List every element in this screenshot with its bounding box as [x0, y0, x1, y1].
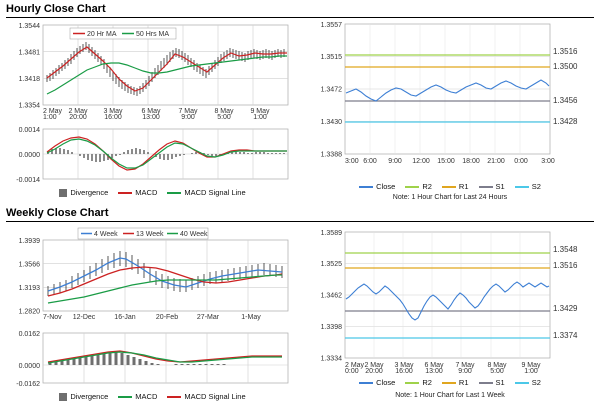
r2-swatch: [405, 186, 419, 188]
macd-swatch-weekly: [118, 396, 132, 398]
svg-text:7-Nov: 7-Nov: [43, 314, 62, 321]
s1-swatch-weekly: [479, 382, 493, 384]
svg-text:15:00: 15:00: [437, 158, 455, 165]
weekly-legend-40w: 40 Week: [180, 231, 208, 238]
legend-s2: [515, 182, 541, 191]
svg-text:20-Feb: 20-Feb: [155, 314, 179, 321]
svg-text:3:00: 3:00: [345, 158, 359, 165]
r1-swatch: [442, 186, 456, 188]
legend-label-divergence-weekly: Divergence: [70, 392, 109, 401]
svg-text:1-May: 1-May: [241, 314, 261, 321]
s2-swatch-weekly: [515, 382, 529, 384]
legend-r2: [405, 182, 432, 191]
svg-text:8 May: 8 May: [214, 108, 234, 115]
legend-label-close-weekly: Close: [376, 378, 396, 387]
legend-label-r1: R1: [458, 182, 469, 191]
legend-s2-weekly: [515, 378, 541, 387]
legend-label-macd: MACD: [135, 188, 158, 197]
svg-text:2 May: 2 May: [68, 108, 88, 115]
svg-text:16-Jan: 16-Jan: [114, 314, 136, 321]
svg-text:0:00: 0:00: [345, 368, 359, 375]
hourly-price-chart: [10, 20, 295, 120]
weekly-r2-level-label: 1.3548: [553, 245, 578, 254]
s1-swatch: [479, 186, 493, 188]
weekly-price-chart: [10, 226, 295, 326]
hourly-pivot-legend: [305, 182, 595, 191]
weekly-divider: [6, 221, 594, 222]
svg-text:7 May: 7 May: [455, 362, 475, 369]
divergence-swatch-weekly: [59, 393, 67, 401]
r1-level-label: 1.3500: [553, 62, 578, 71]
signal-swatch-weekly: [167, 396, 181, 398]
svg-text:13:00: 13:00: [425, 368, 443, 375]
svg-text:1.3589: 1.3589: [320, 230, 342, 237]
svg-text:20:00: 20:00: [365, 368, 383, 375]
svg-text:1:00: 1:00: [253, 114, 267, 120]
hourly-section-title: Hourly Close Chart: [6, 3, 106, 15]
svg-text:-0.0162: -0.0162: [16, 381, 40, 388]
legend-label-s1-weekly: S1: [495, 378, 505, 387]
svg-text:16:00: 16:00: [395, 368, 413, 375]
legend-s1-weekly: [479, 378, 505, 387]
weekly-note: Note: 1 Hour Chart for Last 1 Week: [395, 392, 505, 399]
weekly-s2-level-label: 1.3374: [553, 331, 578, 340]
svg-text:1.3566: 1.3566: [18, 261, 40, 269]
svg-text:6 May: 6 May: [424, 362, 444, 369]
r2-swatch-weekly: [405, 382, 419, 384]
svg-text:20:00: 20:00: [69, 114, 87, 120]
svg-text:9 May: 9 May: [250, 108, 270, 115]
svg-text:1.3462: 1.3462: [320, 292, 342, 300]
hourly-pivot-chart: [305, 18, 595, 188]
svg-text:16:00: 16:00: [104, 114, 122, 120]
svg-text:3 May: 3 May: [103, 108, 123, 115]
weekly-section-header: [6, 207, 594, 222]
weekly-macd-chart: [10, 328, 295, 390]
legend-label-close: Close: [376, 182, 396, 191]
svg-text:5:00: 5:00: [217, 114, 231, 120]
legend-r2-weekly: [405, 378, 432, 387]
r1-swatch-weekly: [442, 382, 456, 384]
hourly-note: Note: 1 Hour Chart for Last 24 Hours: [392, 194, 508, 201]
svg-text:1.3354: 1.3354: [18, 102, 40, 110]
svg-text:1.3398: 1.3398: [320, 324, 342, 331]
svg-text:6:00: 6:00: [363, 158, 377, 165]
legend-label-s2-weekly: S2: [531, 378, 541, 387]
weekly-legend-13w: 13 Week: [136, 231, 164, 238]
hourly-macd-chart: [10, 124, 295, 186]
svg-text:2 May: 2 May: [364, 362, 384, 369]
svg-text:5:00: 5:00: [490, 368, 504, 375]
legend-signal-weekly: [167, 392, 245, 401]
svg-text:18:00: 18:00: [462, 158, 480, 165]
svg-text:1.3515: 1.3515: [320, 54, 342, 61]
svg-text:7 May: 7 May: [178, 108, 198, 115]
svg-text:3:00: 3:00: [541, 158, 555, 165]
svg-text:1.2820: 1.2820: [18, 308, 40, 316]
legend-label-r2: R2: [422, 182, 432, 191]
svg-text:-0.0014: -0.0014: [16, 177, 40, 184]
svg-text:1.3557: 1.3557: [320, 22, 342, 29]
close-swatch: [359, 186, 373, 188]
legend-divergence-weekly: [59, 392, 108, 401]
s2-swatch: [515, 186, 529, 188]
svg-text:9 May: 9 May: [521, 362, 541, 369]
weekly-section-title: Weekly Close Chart: [6, 207, 109, 219]
weekly-r1-level-label: 1.3516: [553, 261, 578, 270]
svg-text:1.3430: 1.3430: [320, 119, 342, 126]
svg-text:1.3193: 1.3193: [18, 285, 40, 292]
svg-text:1.3544: 1.3544: [18, 23, 40, 30]
svg-text:1:00: 1:00: [524, 368, 538, 375]
legend-label-s2: S2: [531, 182, 541, 191]
weekly-pivot-chart: [305, 226, 595, 391]
legend-macd: [118, 188, 157, 197]
svg-text:8 May: 8 May: [487, 362, 507, 369]
weekly-price-legend: [78, 228, 208, 239]
svg-text:1.3481: 1.3481: [18, 49, 40, 57]
legend-label-s1: S1: [495, 182, 505, 191]
s1-level-label: 1.3456: [553, 96, 578, 105]
weekly-legend-4w: 4 Week: [94, 231, 118, 238]
svg-text:27-Mar: 27-Mar: [196, 314, 220, 321]
svg-text:0.0014: 0.0014: [18, 127, 40, 134]
weekly-macd-legend: [10, 392, 295, 401]
legend-label-signal: MACD Signal Line: [184, 188, 246, 197]
legend-s1: [479, 182, 505, 191]
legend-close-weekly: [359, 378, 395, 387]
svg-text:12:00: 12:00: [412, 158, 430, 165]
legend-r1: [442, 182, 469, 191]
r2-level-label: 1.3516: [553, 47, 578, 56]
legend-macd-signal: [167, 188, 245, 197]
svg-text:3 May: 3 May: [394, 362, 414, 369]
svg-text:1.3388: 1.3388: [320, 151, 342, 159]
svg-text:0.0162: 0.0162: [18, 331, 40, 338]
weekly-s1-level-label: 1.3429: [553, 304, 578, 313]
svg-text:9:00: 9:00: [458, 368, 472, 375]
legend-label-r2-weekly: R2: [422, 378, 432, 387]
svg-text:1.3525: 1.3525: [320, 261, 342, 268]
weekly-pivot-legend: [305, 378, 595, 387]
hourly-legend-ma20: 20 Hr MA: [87, 31, 117, 38]
hourly-legend-ma50: 50 Hrs MA: [136, 31, 170, 38]
svg-text:2 May: 2 May: [43, 108, 63, 115]
svg-text:1.3472: 1.3472: [320, 86, 342, 94]
svg-text:9:00: 9:00: [388, 158, 402, 165]
svg-text:2 May: 2 May: [345, 362, 365, 369]
svg-text:0.0000: 0.0000: [18, 363, 40, 370]
svg-text:1.3418: 1.3418: [18, 76, 40, 83]
signal-swatch: [167, 192, 181, 194]
legend-macd-weekly: [118, 392, 157, 401]
svg-text:21:00: 21:00: [487, 158, 505, 165]
legend-label-macd-weekly: MACD: [135, 392, 158, 401]
svg-text:1.3334: 1.3334: [320, 355, 342, 363]
svg-text:0:00: 0:00: [514, 158, 528, 165]
svg-text:9:00: 9:00: [181, 114, 195, 120]
svg-text:6 May: 6 May: [141, 108, 161, 115]
hourly-price-legend: [70, 28, 176, 39]
divergence-swatch: [59, 189, 67, 197]
macd-swatch: [118, 192, 132, 194]
legend-label-r1-weekly: R1: [458, 378, 469, 387]
hourly-macd-legend: [10, 188, 295, 197]
svg-text:1.3939: 1.3939: [18, 238, 40, 245]
close-swatch-weekly: [359, 382, 373, 384]
svg-text:12-Dec: 12-Dec: [72, 314, 96, 321]
legend-label-signal-weekly: MACD Signal Line: [184, 392, 246, 401]
legend-label-divergence: Divergence: [70, 188, 109, 197]
svg-text:13:00: 13:00: [142, 114, 160, 120]
legend-r1-weekly: [442, 378, 469, 387]
svg-text:0.0000: 0.0000: [18, 152, 40, 159]
legend-divergence: [59, 188, 108, 197]
svg-text:1:00: 1:00: [43, 114, 57, 120]
s2-level-label: 1.3428: [553, 117, 578, 126]
hourly-section-header: [6, 3, 594, 18]
legend-close: [359, 182, 395, 191]
